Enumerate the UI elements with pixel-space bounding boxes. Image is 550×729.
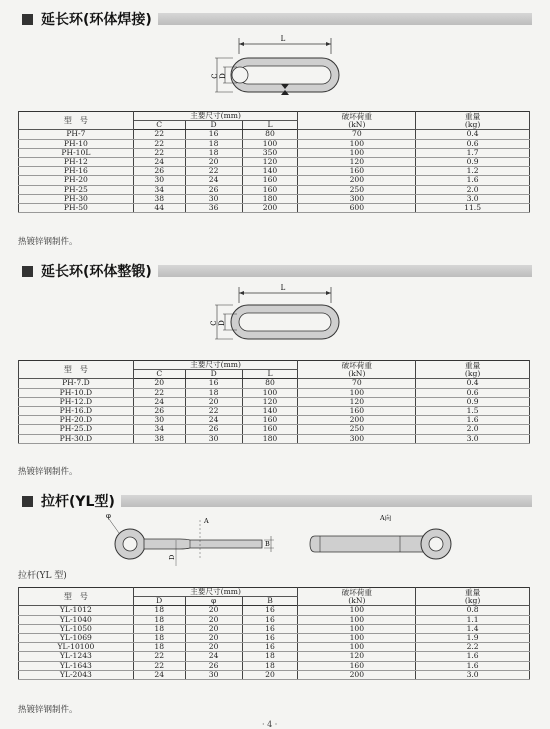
value-cell: 26 (185, 425, 242, 434)
value-cell: 24 (133, 670, 185, 679)
model-cell: PH-10L (19, 148, 134, 157)
value-cell: 200 (298, 670, 416, 679)
page-number: · 4 · (262, 720, 278, 729)
value-cell: 18 (185, 139, 242, 148)
dim-label-phi: φ (106, 512, 111, 520)
table-row (19, 652, 530, 661)
model-cell: PH-12.D (19, 397, 134, 406)
tie-rod-caption: 拉杆(YL 型) (18, 571, 67, 581)
model-cell: PH-25.D (19, 425, 134, 434)
model-cell: PH-20.D (19, 416, 134, 425)
header-weight: 重量 (kg) (416, 112, 530, 130)
dim-label-d: D (218, 320, 226, 326)
value-cell: 1.6 (416, 176, 530, 185)
value-cell: 160 (298, 167, 416, 176)
value-cell: 120 (298, 397, 416, 406)
bullet-square-icon (22, 496, 33, 507)
value-cell: 34 (133, 185, 185, 194)
value-cell: 100 (298, 388, 416, 397)
value-cell: 1.6 (416, 652, 530, 661)
value-cell: 300 (298, 194, 416, 203)
value-cell: 24 (133, 397, 185, 406)
header-col-d: D (185, 370, 242, 379)
model-cell: PH-7.D (19, 379, 134, 388)
dim-label-a-dir: A向 (380, 514, 392, 522)
value-cell: 22 (133, 652, 185, 661)
value-cell: 20 (185, 634, 242, 643)
value-cell: 18 (242, 661, 298, 670)
dim-label-c: C (211, 73, 219, 79)
value-cell: 200 (298, 416, 416, 425)
model-cell: PH-12 (19, 158, 134, 167)
value-cell: 160 (242, 176, 298, 185)
value-cell: 100 (242, 139, 298, 148)
table-row (19, 139, 530, 148)
table-row (19, 434, 530, 443)
value-cell: 250 (298, 425, 416, 434)
value-cell: 18 (133, 643, 185, 652)
value-cell: 22 (185, 407, 242, 416)
header-col-d: D (185, 121, 242, 130)
value-cell: 160 (298, 407, 416, 416)
section-header-yl (22, 493, 532, 509)
model-cell: YL-1050 (19, 624, 134, 633)
header-load: 破坏荷重 (kN) (298, 112, 416, 130)
table-row (19, 661, 530, 670)
value-cell: 20 (242, 670, 298, 679)
value-cell: 16 (185, 130, 242, 139)
value-cell: 30 (185, 670, 242, 679)
section-title: 拉杆(YL型) (41, 494, 115, 510)
model-cell: PH-30.D (19, 434, 134, 443)
value-cell: 18 (133, 615, 185, 624)
value-cell: 100 (298, 139, 416, 148)
value-cell: 0.4 (416, 379, 530, 388)
header-dims-group: 主要尺寸(mm) (133, 112, 298, 121)
value-cell: 30 (185, 434, 242, 443)
header-bar (158, 265, 532, 277)
value-cell: 18 (133, 624, 185, 633)
value-cell: 140 (242, 167, 298, 176)
dim-label-d: D (219, 73, 227, 79)
value-cell: 160 (298, 661, 416, 670)
value-cell: 3.0 (416, 434, 530, 443)
value-cell: 1.7 (416, 148, 530, 157)
value-cell: 180 (242, 434, 298, 443)
section-title: 延长环(环体整锻) (41, 264, 152, 280)
value-cell: 2.2 (416, 643, 530, 652)
value-cell: 600 (298, 204, 416, 213)
value-cell: 100 (298, 643, 416, 652)
header-col-c: C (133, 121, 185, 130)
dim-label-a: A (204, 517, 209, 525)
model-cell: YL-10100 (19, 643, 134, 652)
value-cell: 16 (242, 643, 298, 652)
value-cell: 34 (133, 425, 185, 434)
table-row (19, 130, 530, 139)
model-cell: PH-10 (19, 139, 134, 148)
value-cell: 70 (298, 130, 416, 139)
value-cell: 22 (133, 661, 185, 670)
dim-label-l: L (280, 35, 286, 43)
header-model: 型 号 (19, 588, 134, 606)
model-cell: YL-1012 (19, 606, 134, 615)
model-cell: YL-2043 (19, 670, 134, 679)
value-cell: 36 (185, 204, 242, 213)
model-cell: PH-16 (19, 167, 134, 176)
table-row (19, 615, 530, 624)
model-cell: YL-1243 (19, 652, 134, 661)
model-cell: PH-30 (19, 194, 134, 203)
value-cell: 200 (298, 176, 416, 185)
value-cell: 18 (133, 634, 185, 643)
value-cell: 38 (133, 434, 185, 443)
header-model: 型 号 (19, 361, 134, 379)
section-title: 延长环(环体焊接) (41, 12, 152, 28)
header-load: 破坏荷重 (kN) (298, 588, 416, 606)
value-cell: 100 (298, 606, 416, 615)
header-model: 型 号 (19, 112, 134, 130)
value-cell: 180 (242, 194, 298, 203)
value-cell: 200 (242, 204, 298, 213)
value-cell: 18 (185, 148, 242, 157)
value-cell: 100 (298, 615, 416, 624)
value-cell: 16 (242, 634, 298, 643)
value-cell: 100 (242, 388, 298, 397)
header-dims-group: 主要尺寸(mm) (133, 361, 298, 370)
value-cell: 16 (242, 615, 298, 624)
note-ph-forged: 热镀锌钢制件。 (18, 467, 78, 477)
value-cell: 300 (298, 434, 416, 443)
value-cell: 22 (133, 139, 185, 148)
value-cell: 100 (298, 148, 416, 157)
value-cell: 30 (185, 194, 242, 203)
value-cell: 140 (242, 407, 298, 416)
value-cell: 22 (185, 167, 242, 176)
model-cell: YL-1069 (19, 634, 134, 643)
value-cell: 120 (242, 397, 298, 406)
value-cell: 26 (185, 661, 242, 670)
value-cell: 24 (185, 176, 242, 185)
value-cell: 0.9 (416, 158, 530, 167)
value-cell: 22 (133, 130, 185, 139)
dim-label-b: B (265, 540, 270, 548)
header-bar (121, 495, 532, 507)
value-cell: 70 (298, 379, 416, 388)
value-cell: 30 (133, 176, 185, 185)
value-cell: 26 (133, 167, 185, 176)
tie-rod-diagram (100, 510, 465, 572)
value-cell: 18 (133, 606, 185, 615)
section-header-ph-welded (22, 11, 532, 27)
header-col-d: D (133, 597, 185, 606)
model-cell: PH-16.D (19, 407, 134, 416)
value-cell: 26 (185, 185, 242, 194)
value-cell: 160 (242, 185, 298, 194)
table-row (19, 388, 530, 397)
value-cell: 24 (185, 652, 242, 661)
extension-ring-welded-diagram (195, 32, 355, 108)
bullet-square-icon (22, 266, 33, 277)
value-cell: 16 (185, 379, 242, 388)
table-row (19, 176, 530, 185)
dim-label-d: D (168, 554, 176, 560)
value-cell: 30 (133, 416, 185, 425)
header-col-phi: φ (185, 597, 242, 606)
header-bar (158, 13, 532, 25)
value-cell: 80 (242, 130, 298, 139)
value-cell: 16 (242, 606, 298, 615)
value-cell: 120 (298, 158, 416, 167)
section-header-ph-forged (22, 263, 532, 279)
value-cell: 24 (185, 416, 242, 425)
value-cell: 22 (133, 388, 185, 397)
model-cell: PH-7 (19, 130, 134, 139)
header-weight: 重量 (kg) (416, 588, 530, 606)
dim-label-l: L (280, 284, 286, 292)
value-cell: 1.4 (416, 624, 530, 633)
value-cell: 1.6 (416, 661, 530, 670)
value-cell: 0.6 (416, 388, 530, 397)
note-yl: 热镀锌钢制件。 (18, 705, 78, 715)
table-row (19, 425, 530, 434)
value-cell: 38 (133, 194, 185, 203)
value-cell: 0.9 (416, 397, 530, 406)
extension-ring-forged-diagram (195, 283, 355, 349)
value-cell: 20 (185, 624, 242, 633)
table-row (19, 185, 530, 194)
value-cell: 0.6 (416, 139, 530, 148)
header-col-l: L (242, 370, 298, 379)
table-row (19, 670, 530, 679)
value-cell: 22 (133, 148, 185, 157)
value-cell: 1.9 (416, 634, 530, 643)
model-cell: PH-10.D (19, 388, 134, 397)
value-cell: 160 (242, 416, 298, 425)
value-cell: 0.8 (416, 606, 530, 615)
header-dims-group: 主要尺寸(mm) (133, 588, 298, 597)
value-cell: 20 (185, 643, 242, 652)
header-col-b: B (242, 597, 298, 606)
value-cell: 44 (133, 204, 185, 213)
note-ph-welded: 热镀锌钢制件。 (18, 237, 78, 247)
model-cell: YL-1643 (19, 661, 134, 670)
value-cell: 1.6 (416, 416, 530, 425)
value-cell: 26 (133, 407, 185, 416)
value-cell: 80 (242, 379, 298, 388)
bullet-square-icon (22, 14, 33, 25)
value-cell: 20 (185, 615, 242, 624)
value-cell: 160 (242, 425, 298, 434)
value-cell: 3.0 (416, 194, 530, 203)
value-cell: 350 (242, 148, 298, 157)
header-weight: 重量 (kg) (416, 361, 530, 379)
value-cell: 1.5 (416, 407, 530, 416)
value-cell: 11.5 (416, 204, 530, 213)
model-cell: PH-25 (19, 185, 134, 194)
model-cell: YL-1040 (19, 615, 134, 624)
table-row (19, 204, 530, 213)
model-cell: PH-50 (19, 204, 134, 213)
value-cell: 1.1 (416, 615, 530, 624)
ph-welded-spec-table (18, 111, 530, 213)
value-cell: 0.4 (416, 130, 530, 139)
value-cell: 18 (242, 652, 298, 661)
value-cell: 20 (185, 606, 242, 615)
table-row (19, 379, 530, 388)
model-cell: PH-20 (19, 176, 134, 185)
value-cell: 20 (185, 158, 242, 167)
dim-label-c: C (210, 320, 218, 326)
table-row (19, 606, 530, 615)
value-cell: 3.0 (416, 670, 530, 679)
value-cell: 16 (242, 624, 298, 633)
header-col-l: L (242, 121, 298, 130)
header-col-c: C (133, 370, 185, 379)
value-cell: 20 (133, 379, 185, 388)
value-cell: 2.0 (416, 185, 530, 194)
value-cell: 120 (298, 652, 416, 661)
yl-spec-table (18, 587, 530, 680)
value-cell: 20 (185, 397, 242, 406)
value-cell: 24 (133, 158, 185, 167)
ph-forged-spec-table (18, 360, 530, 444)
value-cell: 100 (298, 634, 416, 643)
value-cell: 2.0 (416, 425, 530, 434)
value-cell: 100 (298, 624, 416, 633)
value-cell: 18 (185, 388, 242, 397)
value-cell: 120 (242, 158, 298, 167)
value-cell: 250 (298, 185, 416, 194)
header-load: 破坏荷重 (kN) (298, 361, 416, 379)
value-cell: 1.2 (416, 167, 530, 176)
